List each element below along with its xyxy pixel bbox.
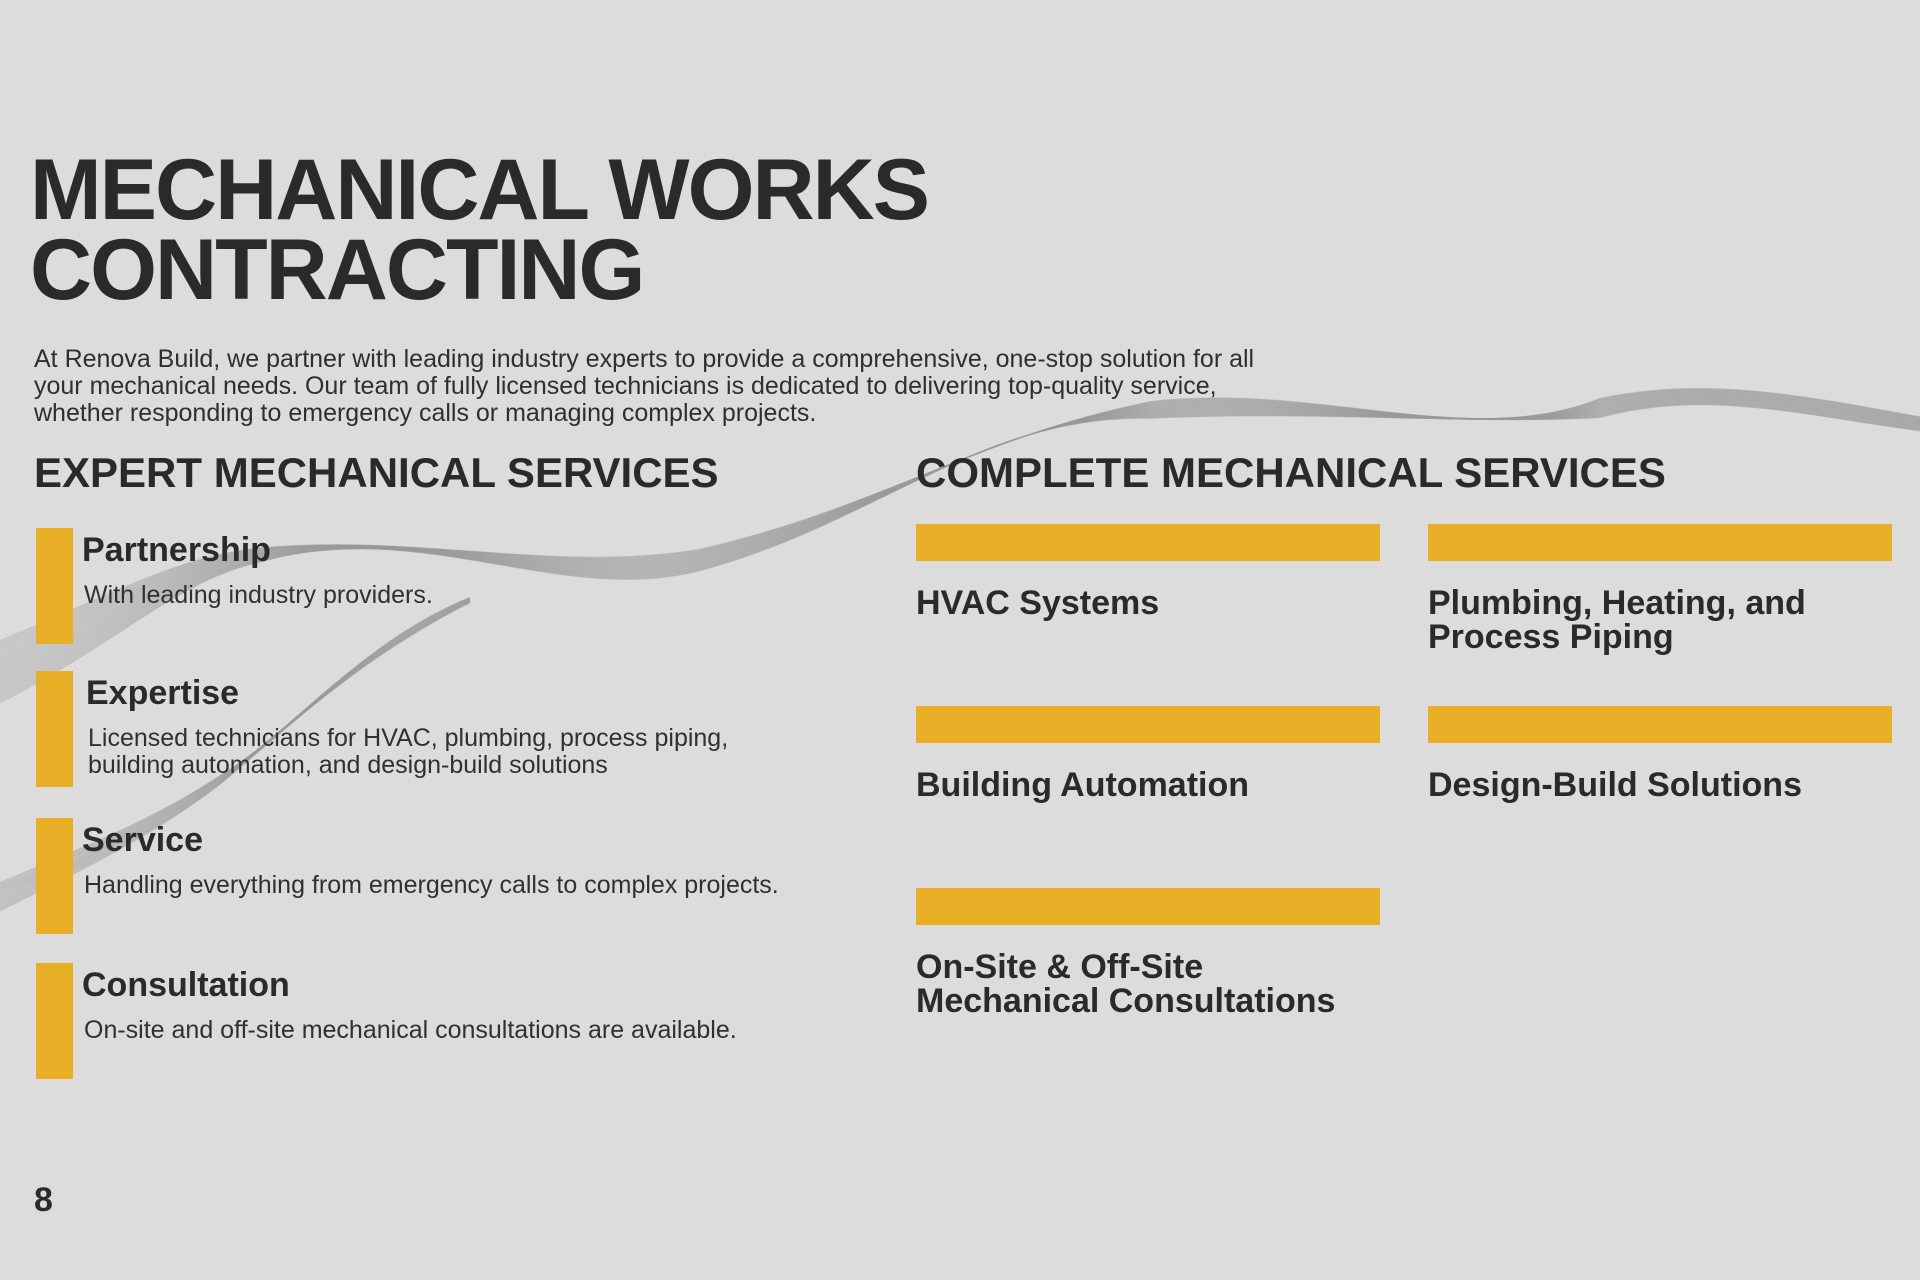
service-card-plumbing-heating-process-piping (1428, 524, 1892, 684)
service-card-accent-bar (916, 706, 1380, 743)
accent-bar (36, 528, 73, 644)
service-card-building-automation (916, 706, 1380, 866)
page-number: 8 (34, 1181, 53, 1219)
expert-item-service (36, 818, 896, 934)
accent-bar (36, 671, 73, 787)
page-title-line-2: CONTRACTING (30, 222, 644, 318)
expert-item-title: Partnership (82, 531, 271, 569)
service-card-title: HVAC Systems (916, 584, 1160, 622)
expert-services-heading: EXPERT MECHANICAL SERVICES (34, 449, 719, 496)
service-card-title: Design-Build Solutions (1428, 766, 1802, 804)
service-card-accent-bar (1428, 706, 1892, 743)
expert-item-expertise (36, 671, 896, 787)
expert-item-title: Consultation (82, 966, 290, 1004)
service-card-hvac-systems (916, 524, 1380, 684)
intro-paragraph: At Renova Build, we partner with leading industry experts to provide a comprehensive, one-stop solution for all your mechanical needs. Our team of fully licensed technicians is dedicated to delivering top-quality service, whether responding to emergency calls or managing complex projects. (34, 345, 1255, 427)
expert-item-title: Expertise (86, 674, 240, 712)
service-card-title: Plumbing, Heating, and Process Piping (1428, 584, 1806, 656)
service-card-title: On-Site & Off-Site Mechanical Consultations (916, 948, 1336, 1020)
service-card-on-site-off-site-consultations (916, 888, 1380, 1048)
expert-item-description: Handling everything from emergency calls to complex projects. (84, 871, 779, 899)
accent-bar (36, 963, 73, 1079)
service-card-accent-bar (916, 888, 1380, 925)
service-card-accent-bar (916, 524, 1380, 561)
expert-item-description: With leading industry providers. (84, 581, 433, 609)
complete-services-heading: COMPLETE MECHANICAL SERVICES (916, 449, 1666, 496)
expert-item-description: Licensed technicians for HVAC, plumbing, process piping, building automation, and design-build solutions (88, 724, 729, 779)
page-title (30, 142, 1150, 318)
expert-item-description: On-site and off-site mechanical consultations are available. (84, 1016, 737, 1044)
expert-item-title: Service (82, 821, 203, 859)
expert-item-consultation (36, 963, 896, 1079)
service-card-design-build-solutions (1428, 706, 1892, 866)
accent-bar (36, 818, 73, 934)
expert-item-partnership (36, 528, 896, 644)
service-card-title: Building Automation (916, 766, 1250, 804)
page-title-line-1: MECHANICAL WORKS (30, 142, 929, 238)
service-card-accent-bar (1428, 524, 1892, 561)
